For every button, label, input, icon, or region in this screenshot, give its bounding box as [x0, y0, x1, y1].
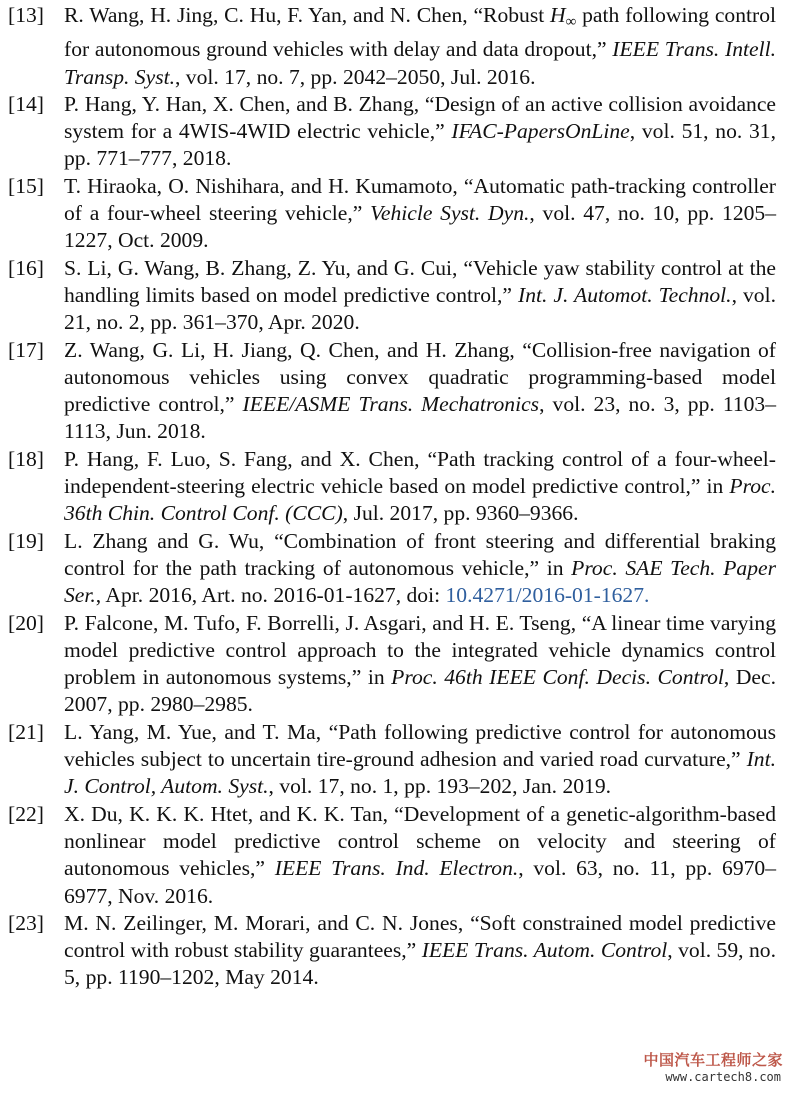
reference-item: [8, 337, 776, 446]
reference-item: [8, 446, 776, 528]
reference-venue: Vehicle Syst. Dyn.: [370, 201, 530, 226]
reference-item: [8, 910, 776, 992]
reference-text-segment: path following control for autonomous ground vehicles with delay and data dropout,”: [64, 3, 777, 62]
reference-number: [18]: [8, 446, 44, 471]
h-infinity-symbol: $H_\infty$: [550, 3, 577, 30]
reference-text-segment: , vol. 21, no. 2, pp. 361–370, Apr. 2020.: [64, 282, 776, 335]
reference-text-segment: S. Li, G. Wang, B. Zhang, Z. Yu, and G. Cui, “Vehicle yaw stability control at the handling limits based on model predictive control,”: [64, 255, 776, 307]
reference-item: [8, 255, 776, 337]
reference-item: [8, 91, 776, 173]
reference-text-segment: , Jul. 2017, pp. 9360–9366.: [342, 501, 579, 526]
reference-text-segment: , vol. 23, no. 3, pp. 1103–1113, Jun. 2018.: [64, 392, 777, 444]
reference-text-segment: Z. Wang, G. Li, H. Jiang, Q. Chen, and H. Zhang, “Collision-free navigation of autonomous vehicles using convex quadratic programming-based model predictive control,”: [64, 337, 776, 417]
reference-text: [64, 528, 776, 610]
reference-text-segment: P. Falcone, M. Tufo, F. Borrelli, J. Asgari, and H. E. Tseng, “A linear time varying model predictive control approach to the integrated vehicle dynamics control problem in autonomous systems,” in: [64, 610, 776, 690]
reference-text-segment: , vol. 63, no. 11, pp. 6970–6977, Nov. 2016.: [64, 856, 777, 908]
reference-text: [64, 801, 776, 910]
reference-number: [15]: [8, 173, 44, 198]
reference-venue: IFAC-PapersOnLine: [451, 119, 630, 144]
reference-venue: IEEE/ASME Trans. Mechatronics: [242, 392, 540, 417]
watermark-site-name: 中国汽车工程师之家: [643, 1051, 783, 1069]
reference-text: [64, 173, 776, 255]
reference-text-segment: , vol. 59, no. 5, pp. 1190–1202, May 2014.: [64, 938, 776, 990]
reference-item: [8, 528, 776, 610]
reference-item: [8, 719, 776, 801]
watermark-url: www.cartech8.com: [665, 1070, 781, 1084]
reference-text-segment: P. Hang, Y. Han, X. Chen, and B. Zhang, “Design of an active collision avoidance system for a 4WIS-4WID electric vehicle,”: [64, 91, 776, 144]
reference-text-segment: L. Zhang and G. Wu, “Combination of front steering and differential braking control for the path tracking of autonomous vehicle,” in: [64, 528, 776, 580]
reference-text: [64, 446, 776, 528]
reference-text: [64, 91, 776, 173]
reference-text-segment: , vol. 17, no. 1, pp. 193–202, Jan. 2019.: [268, 774, 612, 799]
reference-number: [16]: [8, 255, 44, 280]
reference-venue: IEEE Trans. Ind. Electron.: [274, 856, 519, 881]
reference-venue: Int. J. Control, Autom. Syst.: [64, 747, 776, 799]
reference-text-segment: T. Hiraoka, O. Nishihara, and H. Kumamoto, “Automatic path-tracking controller of a four-wheel steering vehicle,”: [64, 173, 776, 226]
reference-text-segment: R. Wang, H. Jing, C. Hu, F. Yan, and N. Chen, “Robust: [64, 3, 551, 27]
reference-text-segment: P. Hang, F. Luo, S. Fang, and X. Chen, “Path tracking control of a four-wheel-independent-steering electric vehicle based on model predictive control,” in: [64, 446, 776, 499]
reference-text-segment: , vol. 47, no. 10, pp. 1205–1227, Oct. 2009.: [64, 201, 777, 253]
reference-item: [8, 2, 776, 91]
reference-venue: Proc. SAE Tech. Paper Ser.: [64, 555, 776, 608]
reference-number: [19]: [8, 528, 44, 553]
reference-venue: Int. J. Automot. Technol.: [518, 282, 732, 307]
reference-item: [8, 610, 776, 719]
reference-number: [13]: [8, 3, 44, 27]
reference-text: [64, 2, 776, 91]
reference-number: [23]: [8, 910, 44, 935]
reference-venue: Proc. 46th IEEE Conf. Decis. Control: [391, 665, 724, 690]
reference-number: [21]: [8, 719, 44, 744]
doi-link[interactable]: 10.4271/2016-01-1627.: [445, 583, 650, 608]
reference-text-segment: , Dec. 2007, pp. 2980–2985.: [64, 665, 776, 717]
reference-venue: Proc. 36th Chin. Control Conf. (CCC): [64, 474, 776, 526]
reference-number: [22]: [8, 801, 44, 826]
reference-text-segment: , vol. 17, no. 7, pp. 2042–2050, Jul. 2016.: [175, 64, 536, 89]
reference-venue: IEEE Trans. Intell. Transp. Syst.: [64, 37, 776, 89]
reference-text-segment: , Apr. 2016, Art. no. 2016-01-1627, doi:: [95, 583, 446, 608]
reference-text: [64, 610, 776, 719]
reference-list: [8, 2, 776, 992]
reference-number: [17]: [8, 337, 44, 362]
reference-text-segment: X. Du, K. K. K. Htet, and K. K. Tan, “Development of a genetic-algorithm-based nonlinear model predictive control scheme on velocity and steering of autonomous vehicles,”: [64, 801, 776, 881]
reference-text: [64, 910, 776, 992]
reference-number: [14]: [8, 91, 44, 116]
watermark: [625, 1049, 785, 1089]
reference-number: [20]: [8, 610, 44, 635]
reference-item: [8, 173, 776, 255]
reference-venue: IEEE Trans. Autom. Control: [421, 938, 668, 963]
reference-item: [8, 801, 776, 910]
reference-text-segment: L. Yang, M. Yue, and T. Ma, “Path following predictive control for autonomous vehicles subject to uncertain tire-ground adhesion and varied road curvature,”: [64, 719, 776, 772]
reference-text: [64, 337, 776, 446]
reference-text-segment: , vol. 51, no. 31, pp. 771–777, 2018.: [64, 119, 776, 171]
reference-text: [64, 255, 776, 337]
reference-text-segment: M. N. Zeilinger, M. Morari, and C. N. Jones, “Soft constrained model predictive control with robust stability guarantees,”: [64, 910, 776, 963]
reference-text: [64, 719, 776, 801]
